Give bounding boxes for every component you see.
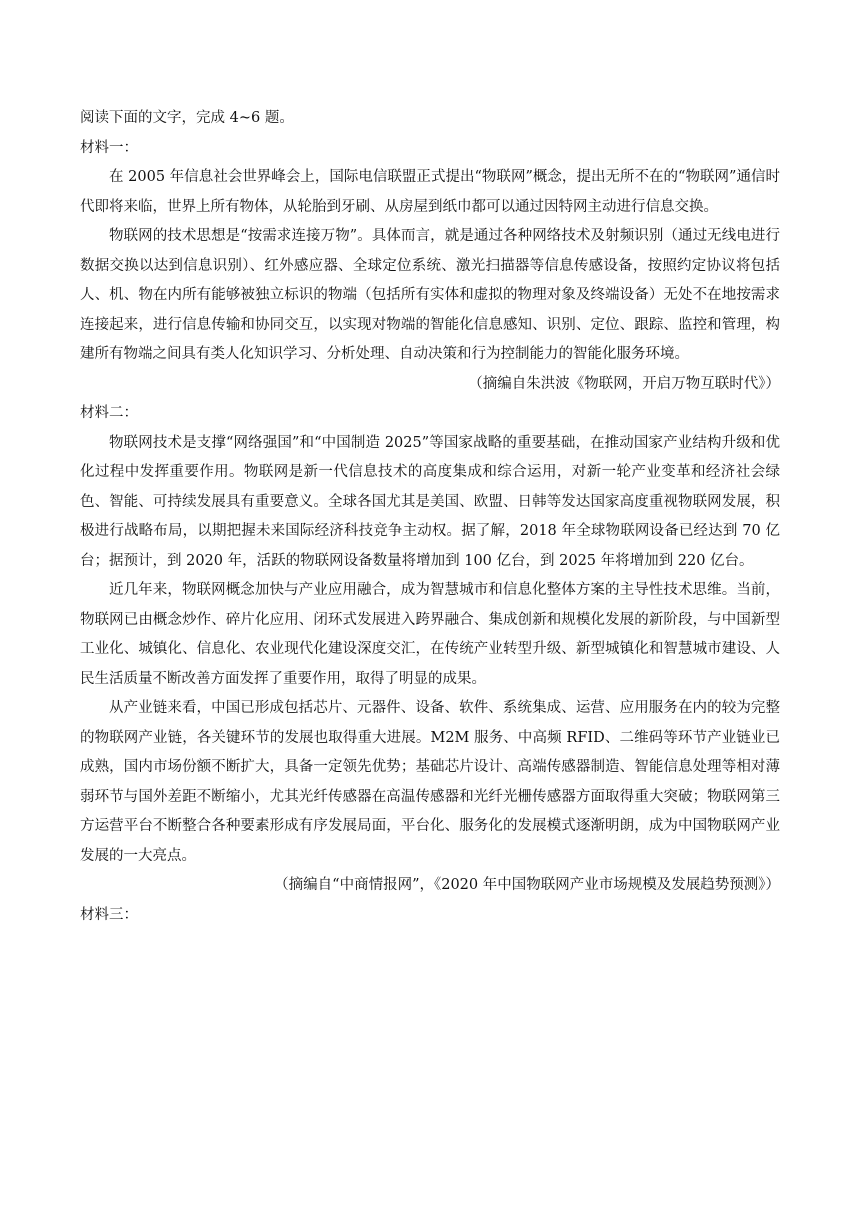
reading-instruction: 阅读下面的文字，完成 4~6 题。	[80, 110, 294, 126]
material1-source: （摘编自朱洪波《物联网，开启万物互联时代》）	[468, 375, 780, 392]
material1-heading: 材料一：	[80, 139, 138, 156]
material1-paragraph: 物联网的技术思想是“按需求连接万物”。具体而言，就是通过各种网络技术及射频识别（通过无线电进行数据交换以达到信息识别）、红外感应器、全球定位系统、激光扫描器等信息传感设备，按照约定协议将包括人、机、物在内所有能够被独立标识的物端（包括所有实体和虚拟的物理对象及终端设备）无处不在地按需求连接起来，进行信息传输和协同交互，以实现对物端的智能化信息感知、识别、定位、跟踪、监控和管理，构建所有物端之间具有类人化知识学习、分析处理、自动决策和行为控制能力的智能化服务环境。	[80, 228, 780, 362]
material3-heading: 材料三：	[80, 906, 138, 923]
material2-heading: 材料二：	[80, 405, 138, 421]
material2-source: （摘编自“中商情报网”，《2020 年中国物联网产业市场规模及发展趋势预测》）	[274, 877, 780, 893]
material2-paragraph: 物联网技术是支撑“网络强国”和“中国制造 2025”等国家战略的重要基础，在推动国家产业结构升级和优化过程中发挥重要作用。物联网是新一代信息技术的高度集成和综合运用，对新一轮产业变革和经济社会绿色、智能、可持续发展具有重要意义。全球各国尤其是美国、欧盟、日韩等发达国家高度重视物联网发展，积极进行战略布局，以期把握未来国际经济科技竞争主动权。据了解，2018 年全球物联网设备已经达到 70 亿台；据预计，到 2020 年，活跃的物联网设备数量将增加到 100 亿台，到 2025 年将增加到 220 亿台。	[80, 434, 780, 569]
material2-paragraph: 近几年来，物联网概念加快与产业应用融合，成为智慧城市和信息化整体方案的主导性技术思维。当前，物联网已由概念炒作、碎片化应用、闭环式发展进入跨界融合、集成创新和规模化发展的新阶段，与中国新型工业化、城镇化、信息化、农业现代化建设深度交汇，在传统产业转型升级、新型城镇化和智慧城市建设、人民生活质量不断改善方面发挥了重要作用，取得了明显的成果。	[80, 582, 780, 687]
material1-paragraph: 在 2005 年信息社会世界峰会上，国际电信联盟正式提出“物联网”概念，提出无所不在的“物联网”通信时代即将来临，世界上所有物体，从轮胎到牙刷、从房屋到纸巾都可以通过因特网主动进行信息交换。	[80, 169, 780, 215]
material2-paragraph: 从产业链来看，中国已形成包括芯片、元器件、设备、软件、系统集成、运营、应用服务在内的较为完整的物联网产业链，各关键环节的发展也取得重大进展。M2M 服务、中高频 RFID、二维码等环节产业链业已成熟，国内市场份额不断扩大，具备一定领先优势；基础芯片设计、高端传感器制造、智能信息处理等相对薄弱环节与国外差距不断缩小，尤其光纤传感器在高温传感器和光纤光栅传感器方面取得重大突破；物联网第三方运营平台不断整合各种要素形成有序发展局面，平台化、服务化的发展模式逐渐明朗，成为中国物联网产业发展的一大亮点。	[80, 700, 780, 864]
document-page	[80, 104, 780, 930]
